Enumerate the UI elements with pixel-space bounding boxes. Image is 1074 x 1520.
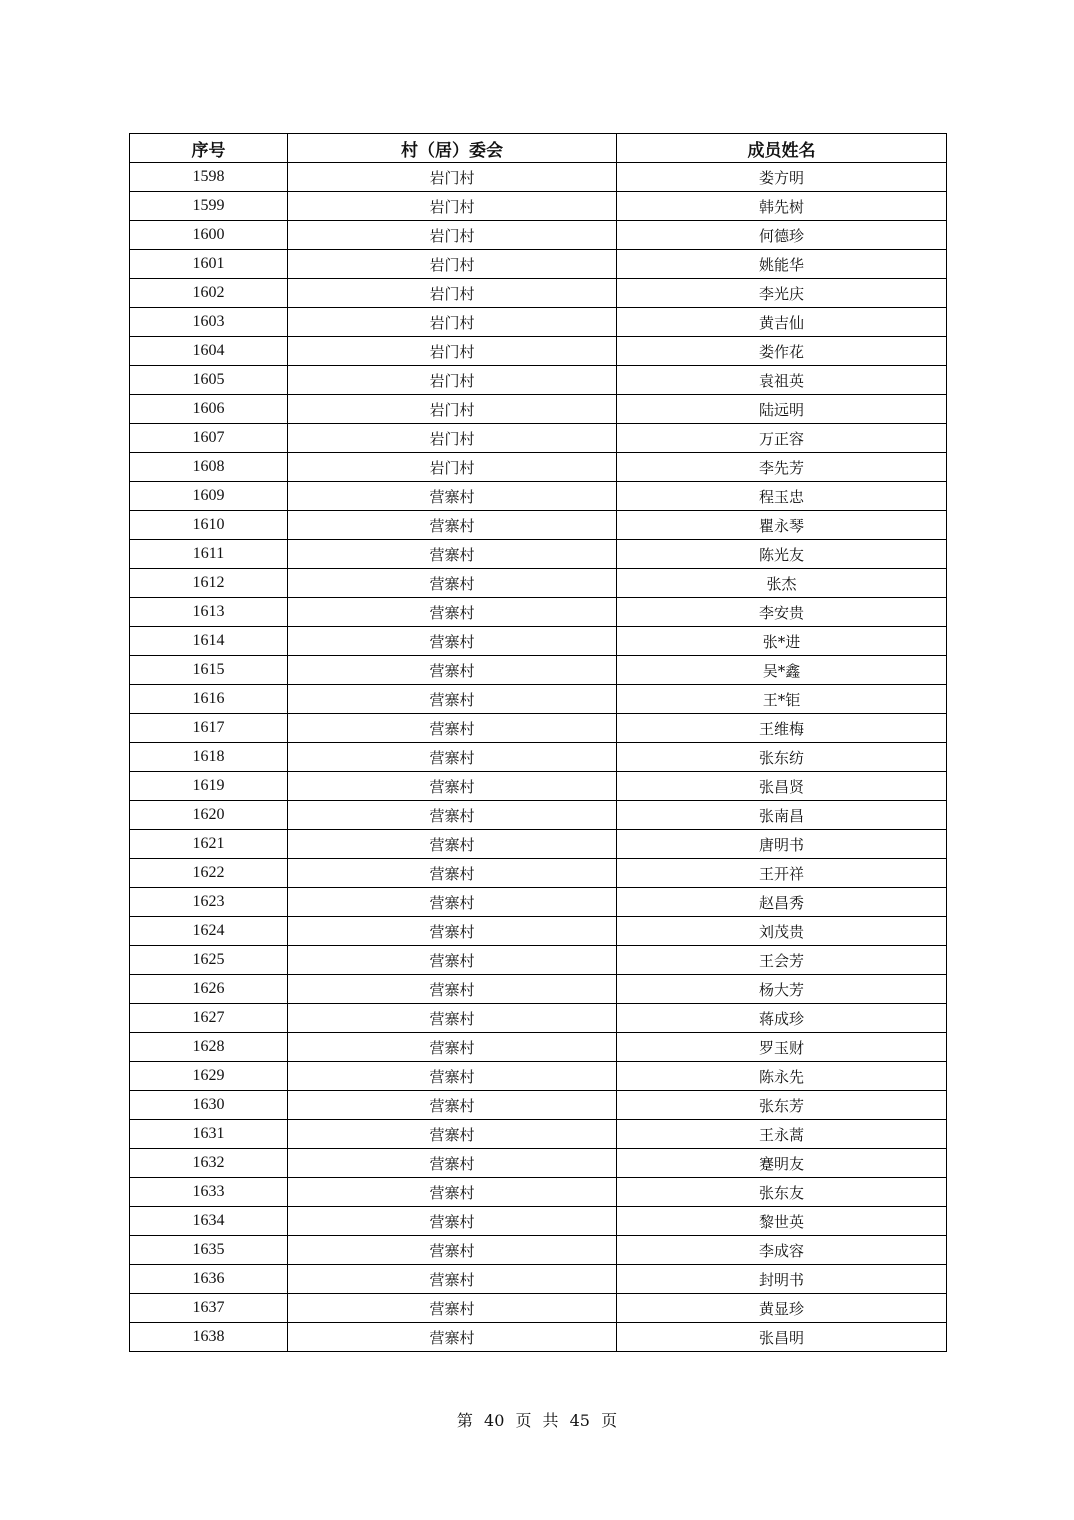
cell-member-name: 封明书 (617, 1265, 947, 1294)
cell-village-committee: 营寨村 (288, 656, 617, 685)
cell-member-name: 袁祖英 (617, 366, 947, 395)
cell-village-committee: 营寨村 (288, 598, 617, 627)
table-row (130, 685, 947, 714)
cell-village-committee: 营寨村 (288, 627, 617, 656)
cell-village-committee: 营寨村 (288, 511, 617, 540)
cell-serial-number: 1619 (130, 772, 288, 801)
cell-serial-number: 1628 (130, 1033, 288, 1062)
table-row (130, 540, 947, 569)
table-row (130, 279, 947, 308)
table-row (130, 1091, 947, 1120)
cell-member-name: 蹇明友 (617, 1149, 947, 1178)
table-row (130, 1207, 947, 1236)
table-row (130, 1178, 947, 1207)
table-row (130, 1265, 947, 1294)
cell-member-name: 王会芳 (617, 946, 947, 975)
cell-village-committee: 岩门村 (288, 250, 617, 279)
cell-village-committee: 岩门村 (288, 279, 617, 308)
cell-member-name: 唐明书 (617, 830, 947, 859)
table-row (130, 917, 947, 946)
cell-serial-number: 1601 (130, 250, 288, 279)
table-row (130, 598, 947, 627)
cell-village-committee: 营寨村 (288, 1149, 617, 1178)
cell-serial-number: 1602 (130, 279, 288, 308)
cell-village-committee: 岩门村 (288, 308, 617, 337)
cell-village-committee: 营寨村 (288, 1236, 617, 1265)
cell-serial-number: 1609 (130, 482, 288, 511)
table-row (130, 1149, 947, 1178)
table-row (130, 163, 947, 192)
cell-village-committee: 营寨村 (288, 1178, 617, 1207)
table-row (130, 830, 947, 859)
cell-serial-number: 1620 (130, 801, 288, 830)
table-row (130, 975, 947, 1004)
cell-serial-number: 1626 (130, 975, 288, 1004)
cell-serial-number: 1618 (130, 743, 288, 772)
cell-serial-number: 1611 (130, 540, 288, 569)
cell-serial-number: 1625 (130, 946, 288, 975)
header-member-name: 成员姓名 (617, 134, 947, 163)
table-row (130, 366, 947, 395)
cell-serial-number: 1632 (130, 1149, 288, 1178)
cell-serial-number: 1612 (130, 569, 288, 598)
cell-member-name: 万正容 (617, 424, 947, 453)
cell-serial-number: 1607 (130, 424, 288, 453)
cell-serial-number: 1630 (130, 1091, 288, 1120)
member-table (129, 133, 947, 1352)
cell-member-name: 李先芳 (617, 453, 947, 482)
cell-serial-number: 1599 (130, 192, 288, 221)
table-row (130, 395, 947, 424)
cell-serial-number: 1622 (130, 859, 288, 888)
table-row (130, 1323, 947, 1352)
cell-village-committee: 营寨村 (288, 859, 617, 888)
cell-village-committee: 营寨村 (288, 1091, 617, 1120)
table-row (130, 221, 947, 250)
cell-serial-number: 1608 (130, 453, 288, 482)
cell-village-committee: 营寨村 (288, 569, 617, 598)
cell-village-committee: 营寨村 (288, 1062, 617, 1091)
cell-village-committee: 岩门村 (288, 163, 617, 192)
cell-village-committee: 岩门村 (288, 221, 617, 250)
cell-member-name: 姚能华 (617, 250, 947, 279)
cell-serial-number: 1629 (130, 1062, 288, 1091)
cell-village-committee: 营寨村 (288, 1207, 617, 1236)
cell-serial-number: 1615 (130, 656, 288, 685)
cell-member-name: 张东芳 (617, 1091, 947, 1120)
table-row (130, 627, 947, 656)
cell-member-name: 张*进 (617, 627, 947, 656)
cell-serial-number: 1617 (130, 714, 288, 743)
cell-village-committee: 营寨村 (288, 917, 617, 946)
cell-village-committee: 营寨村 (288, 801, 617, 830)
cell-serial-number: 1635 (130, 1236, 288, 1265)
cell-serial-number: 1637 (130, 1294, 288, 1323)
cell-village-committee: 营寨村 (288, 1265, 617, 1294)
cell-village-committee: 岩门村 (288, 453, 617, 482)
cell-serial-number: 1606 (130, 395, 288, 424)
cell-village-committee: 岩门村 (288, 366, 617, 395)
table-row (130, 888, 947, 917)
cell-village-committee: 营寨村 (288, 888, 617, 917)
cell-member-name: 黎世英 (617, 1207, 947, 1236)
table-row (130, 308, 947, 337)
cell-village-committee: 岩门村 (288, 424, 617, 453)
cell-village-committee: 营寨村 (288, 1294, 617, 1323)
cell-member-name: 何德珍 (617, 221, 947, 250)
cell-member-name: 李安贵 (617, 598, 947, 627)
table-row (130, 250, 947, 279)
cell-village-committee: 营寨村 (288, 743, 617, 772)
cell-serial-number: 1600 (130, 221, 288, 250)
cell-village-committee: 营寨村 (288, 1323, 617, 1352)
table-row (130, 1062, 947, 1091)
cell-member-name: 陈光友 (617, 540, 947, 569)
table-row (130, 1294, 947, 1323)
cell-serial-number: 1616 (130, 685, 288, 714)
cell-member-name: 王维梅 (617, 714, 947, 743)
cell-member-name: 陈永先 (617, 1062, 947, 1091)
table-row (130, 192, 947, 221)
cell-serial-number: 1636 (130, 1265, 288, 1294)
cell-member-name: 韩先树 (617, 192, 947, 221)
cell-member-name: 陆远明 (617, 395, 947, 424)
cell-serial-number: 1627 (130, 1004, 288, 1033)
table-row (130, 714, 947, 743)
cell-village-committee: 营寨村 (288, 772, 617, 801)
cell-village-committee: 营寨村 (288, 1033, 617, 1062)
cell-member-name: 杨大芳 (617, 975, 947, 1004)
table-row (130, 337, 947, 366)
cell-member-name: 刘茂贵 (617, 917, 947, 946)
cell-village-committee: 营寨村 (288, 1120, 617, 1149)
table-header-row (130, 134, 947, 163)
table-row (130, 1236, 947, 1265)
cell-serial-number: 1633 (130, 1178, 288, 1207)
cell-serial-number: 1631 (130, 1120, 288, 1149)
cell-village-committee: 营寨村 (288, 975, 617, 1004)
cell-member-name: 王*钜 (617, 685, 947, 714)
cell-village-committee: 营寨村 (288, 830, 617, 859)
header-serial-number: 序号 (130, 134, 288, 163)
table-row (130, 1004, 947, 1033)
table-row (130, 1120, 947, 1149)
table-body (130, 163, 947, 1352)
cell-village-committee: 营寨村 (288, 1004, 617, 1033)
cell-member-name: 王开祥 (617, 859, 947, 888)
cell-village-committee: 营寨村 (288, 540, 617, 569)
header-village-committee: 村（居）委会 (288, 134, 617, 163)
cell-member-name: 罗玉财 (617, 1033, 947, 1062)
cell-village-committee: 营寨村 (288, 685, 617, 714)
cell-member-name: 吴*鑫 (617, 656, 947, 685)
cell-member-name: 蒋成珍 (617, 1004, 947, 1033)
table-row (130, 656, 947, 685)
cell-member-name: 赵昌秀 (617, 888, 947, 917)
table-row (130, 569, 947, 598)
cell-serial-number: 1634 (130, 1207, 288, 1236)
cell-member-name: 娄方明 (617, 163, 947, 192)
cell-serial-number: 1638 (130, 1323, 288, 1352)
cell-village-committee: 营寨村 (288, 714, 617, 743)
cell-member-name: 王永蒿 (617, 1120, 947, 1149)
table-row (130, 801, 947, 830)
page-footer: 第 40 页 共 45 页 (456, 1411, 618, 1430)
cell-member-name: 程玉忠 (617, 482, 947, 511)
cell-member-name: 张昌明 (617, 1323, 947, 1352)
cell-village-committee: 岩门村 (288, 192, 617, 221)
cell-village-committee: 营寨村 (288, 482, 617, 511)
cell-village-committee: 岩门村 (288, 337, 617, 366)
cell-member-name: 张杰 (617, 569, 947, 598)
cell-member-name: 瞿永琴 (617, 511, 947, 540)
cell-serial-number: 1598 (130, 163, 288, 192)
cell-serial-number: 1614 (130, 627, 288, 656)
cell-village-committee: 营寨村 (288, 946, 617, 975)
cell-member-name: 张南昌 (617, 801, 947, 830)
cell-serial-number: 1604 (130, 337, 288, 366)
cell-serial-number: 1603 (130, 308, 288, 337)
table-row (130, 511, 947, 540)
cell-serial-number: 1613 (130, 598, 288, 627)
cell-serial-number: 1621 (130, 830, 288, 859)
cell-serial-number: 1610 (130, 511, 288, 540)
table-row (130, 1033, 947, 1062)
cell-member-name: 张东友 (617, 1178, 947, 1207)
table-row (130, 946, 947, 975)
table-row (130, 772, 947, 801)
table-row (130, 424, 947, 453)
table-row (130, 859, 947, 888)
cell-member-name: 李成容 (617, 1236, 947, 1265)
table-row (130, 482, 947, 511)
cell-member-name: 黄吉仙 (617, 308, 947, 337)
cell-serial-number: 1623 (130, 888, 288, 917)
table-row (130, 743, 947, 772)
cell-member-name: 张昌贤 (617, 772, 947, 801)
cell-serial-number: 1605 (130, 366, 288, 395)
cell-village-committee: 岩门村 (288, 395, 617, 424)
cell-member-name: 黄显珍 (617, 1294, 947, 1323)
cell-member-name: 娄作花 (617, 337, 947, 366)
cell-member-name: 李光庆 (617, 279, 947, 308)
cell-member-name: 张东纺 (617, 743, 947, 772)
table-row (130, 453, 947, 482)
cell-serial-number: 1624 (130, 917, 288, 946)
